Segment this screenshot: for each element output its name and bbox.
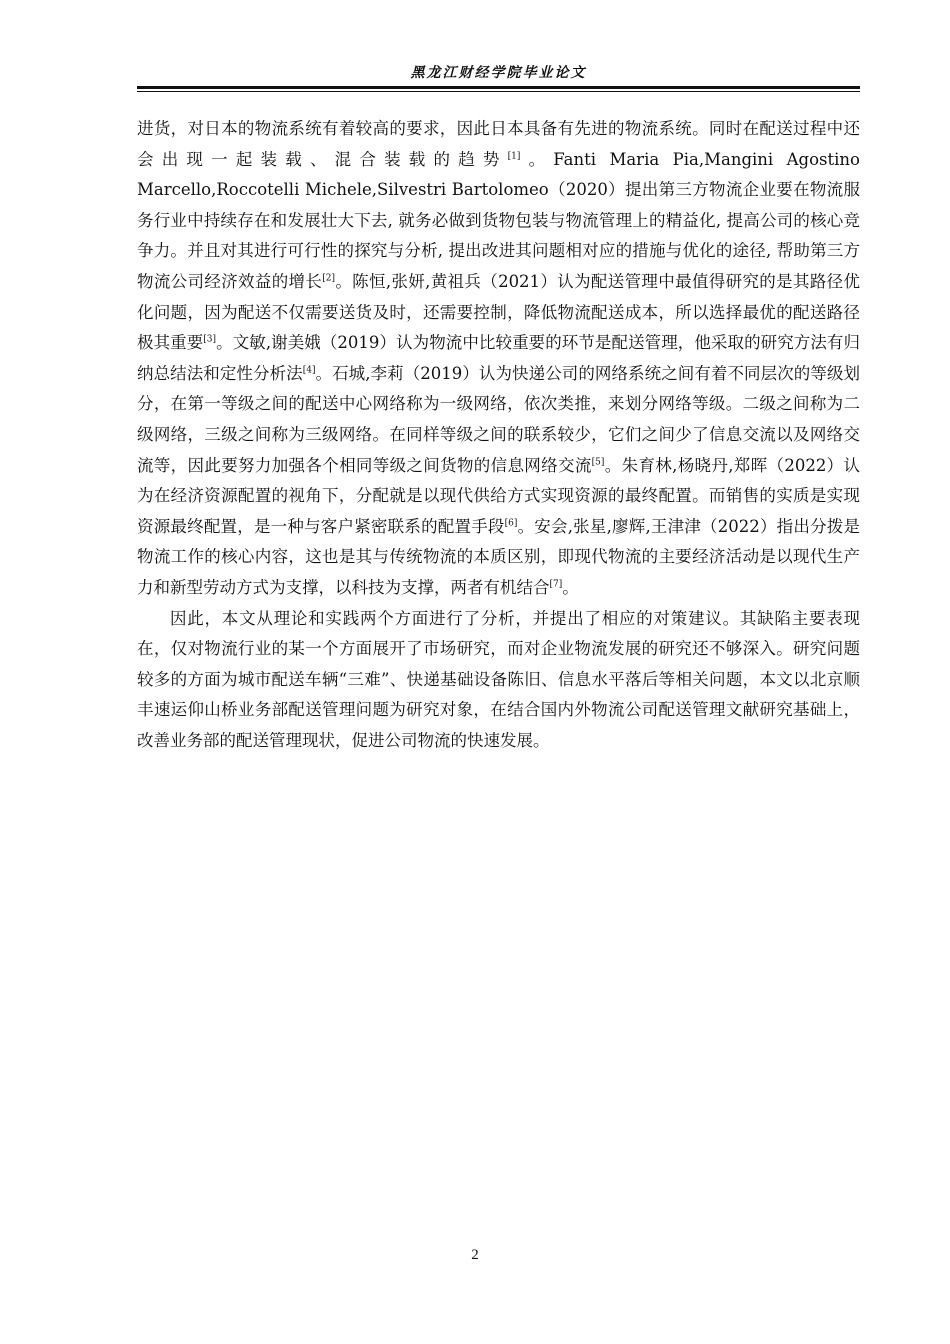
citation-marker: [4] xyxy=(302,365,316,376)
citation-marker: [5] xyxy=(591,457,605,468)
page-number: 2 xyxy=(471,1247,479,1263)
paragraph xyxy=(137,114,860,604)
paragraph-text: 。 xyxy=(562,577,579,597)
citation-marker: [3] xyxy=(203,334,217,345)
header-rule-thick xyxy=(137,86,860,89)
paragraph xyxy=(137,604,860,757)
paragraph-text: 因此，本文从理论和实践两个方面进行了分析，并提出了相应的对策建议。其缺陷主要表现在，仅对物流行业的某一个方面展开了市场研究，而对企业物流发展的研究还不够深入。研究问题较多的方面为城市配送车辆“三难”、快递基础设备陈旧、信息水平落后等相关问题，本文以北京顺丰速运仰山桥业务部配送管理问题为研究对象，在结合国内外物流公司配送管理文献研究基础上，改善业务部的配送管理现状，促进公司物流的快速发展。 xyxy=(137,608,860,750)
paragraph-text: 。朱育林,杨晓丹,郑晖（2022）认为在经济资源配置的视角下，分配就是以现代供给方式实现资源的最终配置。而销售的实质是实现资源最终配置，是一种与客户紧密联系的配置手段 xyxy=(137,455,860,536)
document-body xyxy=(137,114,860,756)
paragraph-text: 。Fanti Maria Pia,Mangini Agostino Marcello,Roccotelli Michele,Silvestri Bartolomeo（2020）提出第三方物流企业要在物流服务行业中持续存在和发展壮大下去, 就务必做到货物包装与物流管理上的精益化, 提高公司的核心竞争力。并且对其进行可行性的探究与分析, 提出改进其问题相对应的措施与优化的途径, 帮助第三方物流公司经济效益的增长 xyxy=(137,149,860,291)
citation-marker: [7] xyxy=(549,579,563,590)
citation-marker: [1] xyxy=(507,151,521,162)
paragraph-text: 。安会,张星,廖辉,王津津（2022）指出分拨是物流工作的核心内容，这也是其与传统物流的本质区别，即现代物流的主要经济活动是以现代生产力和新型劳动方式为支撑，以科技为支撑，两者有机结合 xyxy=(137,516,861,597)
citation-marker: [2] xyxy=(322,273,335,284)
paragraph-text: 进货，对日本的物流系统有着较高的要求，因此日本具备有先进的物流系统。同时在配送过程中还会出现一起装载、混合装载的趋势 xyxy=(137,119,860,169)
citation-marker: [6] xyxy=(504,518,518,529)
paragraph-text: 。文敏,谢美娥（2019）认为物流中比较重要的环节是配送管理，他采取的研究方法有归纳总结法和定性分析法 xyxy=(137,333,860,383)
paragraph-text: 。石城,李莉（2019）认为快递公司的网络系统之间有着不同层次的等级划分，在第一等级之间的配送中心网络称为一级网络，依次类推，来划分网络等级。二级之间称为二级网络，三级之间称为三级网络。在同样等级之间的联系较少，它们之间少了信息交流以及网络交流等，因此要努力加强各个相同等级之间货物的信息网络交流 xyxy=(137,363,860,475)
page-header-title: 黑龙江财经学院毕业论文 xyxy=(410,65,587,81)
paragraph-text: 。陈恒,张妍,黄祖兵（2021）认为配送管理中最值得研究的是其路径优化问题，因为配送不仅需要送货及时，还需要控制，降低物流配送成本，所以选择最优的配送路径极其重要 xyxy=(137,271,861,353)
header-rule-thin xyxy=(137,91,860,92)
